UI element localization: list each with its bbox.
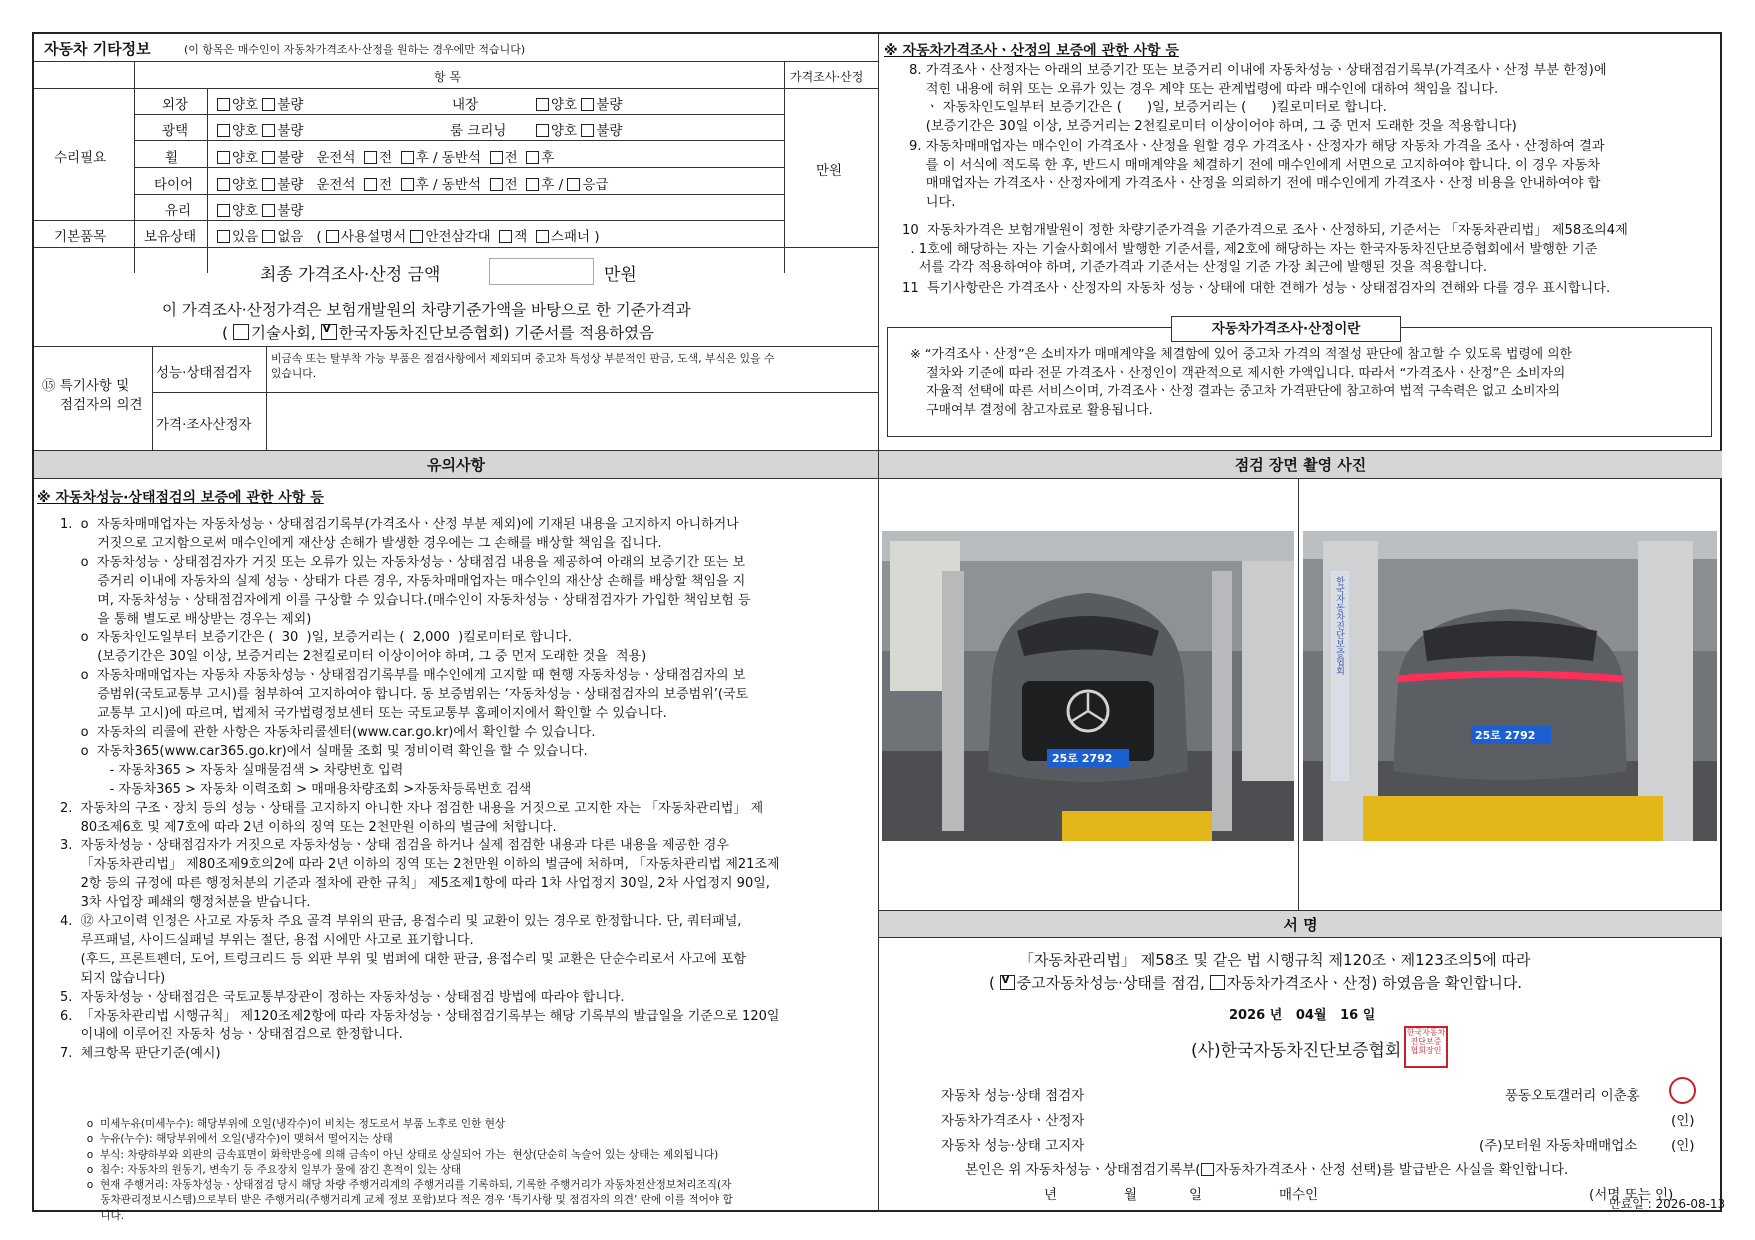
vehicle-info-section bbox=[34, 34, 879, 450]
special-label-1: ⑮ 특기사항 및 bbox=[42, 378, 130, 394]
appraiser-label: 자동차가격조사ㆍ산정자 bbox=[941, 1113, 1085, 1129]
wheel-label: 휠 bbox=[165, 150, 179, 166]
price-unit: 만원 bbox=[816, 163, 843, 179]
photos-band: 점검 장면 촬영 사진 bbox=[879, 451, 1722, 479]
jack-checkbox[interactable] bbox=[499, 230, 512, 243]
exterior-options: 양호 불량 bbox=[217, 93, 303, 113]
front-inspection-photo bbox=[882, 531, 1294, 841]
expiry-date: 만료일 : 2026-08-13 bbox=[1609, 1197, 1726, 1211]
rear-inspection-photo bbox=[1303, 531, 1717, 841]
triangle-checkbox[interactable] bbox=[410, 230, 423, 243]
tire-passenger-rear-checkbox[interactable] bbox=[526, 178, 539, 191]
have-checkbox[interactable] bbox=[217, 230, 230, 243]
special-inspector-text: 비금속 또는 탈부착 가능 부품은 점검사항에서 제외되며 중고차 특성상 부분적인 판금, 도색, 부식은 있을 수 있습니다. bbox=[271, 352, 775, 380]
basis-line1: 이 가격조사·산정가격은 보험개발원의 차량기준가액을 바탕으로 한 기준가격과 bbox=[162, 301, 691, 319]
basis-kaiac-checkbox[interactable] bbox=[321, 324, 337, 340]
exterior-label: 외장 bbox=[162, 97, 189, 113]
owned-status-label: 보유상태 bbox=[144, 229, 197, 245]
signature-band: 서 명 bbox=[879, 910, 1722, 938]
inspector-name: 풍동오토갤러리 이춘홍 bbox=[1505, 1088, 1640, 1104]
appraiser-in-mark: (인) bbox=[1671, 1113, 1695, 1129]
special-label-2: 점검자의 의견 bbox=[60, 397, 143, 413]
glass-options: 양호 불량 bbox=[217, 199, 303, 219]
notice-title: ※ 자동차성능·상태점검의 보증에 관한 사항 등 bbox=[37, 490, 324, 506]
glass-bad-checkbox[interactable] bbox=[262, 204, 275, 217]
association-seal: 한국자동차 진단보증 협회장인 bbox=[1404, 1026, 1448, 1068]
interior-label: 내장 bbox=[452, 97, 479, 113]
price-guarantee-p8: 8. 가격조사ㆍ산정자는 아래의 보증기간 또는 보증거리 이내에 자동차성능ㆍ상태점검기록부(가격조사ㆍ산정 부분 한정)에 적힌 내용에 허위 또는 오류가 있는 경우 계약 또는 관계법령에 따라 매수인에 대하여 책임을 집니다. ㆍ 자동차인도일부터 보증기간은 ( )일, 보증거리는 ( )킬로미터로 합니다. (보증기간은 30일 이상, 보증거리는 2천킬로미터 이상이어야 하며, 그 중 먼저 도래한 것을 적용합니다) bbox=[909, 63, 1607, 135]
gloss-bad-checkbox[interactable] bbox=[262, 124, 275, 137]
law-line: 「자동차관리법」 제58조 및 같은 법 시행규칙 제120조ㆍ제123조의5에 따라 bbox=[1019, 951, 1531, 969]
vehicle-info-note: (이 항목은 매수인이 자동차가격조사·산정을 원하는 경우에만 적습니다) bbox=[184, 43, 526, 56]
exterior-good-checkbox[interactable] bbox=[217, 98, 230, 111]
wheel-passenger-front-checkbox[interactable] bbox=[490, 151, 503, 164]
inspection-form bbox=[32, 32, 1726, 1222]
final-amount-label: 최종 가격조사·산정 금액 bbox=[260, 265, 441, 285]
buyer-year: 년 bbox=[1044, 1187, 1058, 1203]
notifier-in-mark: (인) bbox=[1671, 1138, 1695, 1154]
tire-passenger-front-checkbox[interactable] bbox=[490, 178, 503, 191]
price-guarantee-section bbox=[879, 34, 1722, 450]
basic-items-options: 있음 없음 ( 사용설명서 안전삼각대 잭 스패너 ) bbox=[217, 225, 600, 245]
interior-options: 양호 불량 bbox=[536, 93, 622, 113]
signature-section bbox=[879, 910, 1726, 1212]
glass-label: 유리 bbox=[165, 203, 192, 219]
confirm-price-checkbox[interactable] bbox=[1210, 975, 1225, 990]
basis-tech-checkbox[interactable] bbox=[233, 324, 249, 340]
rear-plate: 25로 2792 bbox=[1475, 729, 1536, 742]
notice-section bbox=[34, 450, 879, 1222]
wheel-good-checkbox[interactable] bbox=[217, 151, 230, 164]
photos-section bbox=[879, 450, 1722, 910]
exterior-bad-checkbox[interactable] bbox=[262, 98, 275, 111]
special-appraiser-label: 가격·조사산정자 bbox=[156, 417, 252, 433]
manual-checkbox[interactable] bbox=[326, 230, 339, 243]
spanner-checkbox[interactable] bbox=[536, 230, 549, 243]
special-inspector-label: 성능·상태점검자 bbox=[156, 365, 252, 381]
none-checkbox[interactable] bbox=[262, 230, 275, 243]
buyer-month: 월 bbox=[1124, 1187, 1138, 1203]
vehicle-info-title: 자동차 기타정보 bbox=[44, 40, 151, 58]
receipt-price-checkbox[interactable] bbox=[1201, 1163, 1214, 1176]
notice-body: 1. o 자동차매매업자는 자동차성능ㆍ상태점검기록부(가격조사ㆍ산정 부분 제외)에 기재된 내용을 고지하지 아니하거나 거짓으로 고지함으로써 매수인에게 재산상 손해가 발생한 경우에는 그 손해를 배상할 책임을 집니다. o 자동차성능ㆍ상태점검자가 거짓 또는 오류가 있는 자동차성능ㆍ상태점검 내용을 제공하여 아래의 보증기간 또는 보 증거리 이내에 자동차의 실제 성능ㆍ상태가 다른 경우, 자동차매매업자는 매수인의 재산상 손해를 배상할 책임을 지 며, 자동차성능ㆍ상태점검자에게 이를 구상할 수 있습니다.(매수인이 자동차성능ㆍ상태점검자가 가입한 책임보험 등 을 통해 별도로 배상받는 경우는 제외) o 자동차인도일부터 보증기간은 ( 30 )일, 보증거리는 ( 2,000 )킬로미터로 합니다. (보증기간은 30일 이상, 보증거리는 2천킬로미터 이상이어야 하며, 그 중 먼저 도래한 것을 적용) o 자동차매매업자는 자동차 자동차성능ㆍ상태점검기록부를 매수인에게 고지할 때 현행 자동차성능ㆍ상태점검자의 보 증범위(국토교통부 고시)를 첨부하여 고지하여야 합니다. 동 보증범위는 ‘자동차성능ㆍ상태점검자의 보증범위’(국토 교통부 고시)에 따르며, 법제처 국가법령정보센터 또는 국토교통부 홈페이지에서 확인할 수 있습니다. o 자동차의 리콜에 관한 사항은 자동차리콜센터(www.car.go.kr)에서 확인할 수 있습니다. o 자동차365(www.car365.go.kr)에서 실매물 조회 및 정비이력 확인을 할 수 있습니다. - 자동차365 > 자동차 실매물검색 > 차량번호 입력 - 자동차365 > 자동차 이력조회 > 매매용차량조회 >자동차등록번호 검색 2. 자동차의 구조ㆍ장치 등의 성능ㆍ상태를 고지하지 아니한 자나 점검한 내용을 거짓으로 고지한 자는 「자동차관리법」 제 80조제6호 및 제7호에 따라 2년 이하의 징역 또는 2천만원 이하의 벌금에 처합니다. 3. 자동차성능ㆍ상태점검자가 거짓으로 자동차성능ㆍ상태 점검을 하거나 실제 점검한 내용과 다른 내용을 제공한 경우 「자동차관리법」 제80조제9호의2에 따라 2년 이하의 징역 또는 2천만원 이하의 벌금에 처하며, 「자동차관리법 제21조제 2항 등의 규정에 따른 행정처분의 기준과 절차에 관한 규칙」 제5조제1항에 따라 1차 사업정지 30일, 2차 사업정지 90일, 3차 사업장 폐쇄의 행정처분을 받습니다. 4. ⑫ 사고이력 인정은 사고로 자동차 주요 골격 부위의 판금, 용접수리 및 교환이 있는 경우로 한정합니다. 단, 쿼터패널, 루프패널, 사이드실패널 부위는 절단, 용접 시에만 사고로 표기합니다. (후드, 프론트펜더, 도어, 트렁크리드 등 외판 부위 및 범퍼에 대한 판금, 용접수리 및 교환은 단순수리로서 사고에 포함 되지 않습니다) 5. 자동차성능ㆍ상태점검은 국토교통부장관이 정하는 자동차성능ㆍ상태점검 방법에 따라야 합니다. 6. 「자동차관리법 시행규칙」 제120조제2항에 따라 자동차성능ㆍ상태점검기록부는 해당 기록부의 발급일을 기준으로 120일 이내에 이루어진 자동차 성능ㆍ상태점검으로 한정합니다. 7. 체크항목 판단기준(예시) bbox=[60, 517, 780, 1062]
final-amount-field[interactable] bbox=[489, 258, 594, 285]
association-name: (사)한국자동차진단보증협회 bbox=[1191, 1041, 1402, 1061]
tire-bad-checkbox[interactable] bbox=[262, 178, 275, 191]
basis-line2: ( 기술사회, v 한국자동차진단보증협회) 기준서를 적용하였음 bbox=[222, 321, 654, 343]
price-definition-title: 자동차가격조사·산정이란 bbox=[1171, 316, 1401, 342]
notifier-name: (주)모터원 자동차매매업소 bbox=[1479, 1138, 1638, 1154]
price-guarantee-title: ※ 자동차가격조사ㆍ산정의 보증에 관한 사항 등 bbox=[884, 43, 1179, 59]
tire-driver-front-checkbox[interactable] bbox=[364, 178, 377, 191]
room-clean-options: 양호 불량 bbox=[536, 119, 622, 139]
room-clean-label: 룸 크리닝 bbox=[450, 123, 507, 139]
price-header: 가격조사·산정 bbox=[790, 70, 864, 84]
basic-items-label: 기본품목 bbox=[54, 229, 107, 245]
gloss-options: 양호 불량 bbox=[217, 119, 303, 139]
item-header: 항 목 bbox=[434, 70, 461, 84]
repair-needed-label: 수리필요 bbox=[54, 150, 107, 166]
buyer-day: 일 bbox=[1189, 1187, 1203, 1203]
notice-criteria: o 미세누유(미세누수): 해당부위에 오일(냉각수)이 비치는 정도로서 부품 노후로 인한 현상 o 누유(누수): 해당부위에서 오일(냉각수)이 맺혀서 떨어지는 상태 o 부식: 차량하부와 외판의 금속표면이 화학반응에 의해 금속이 아닌 상태로 상실되어 가는 현상(단순히 녹슬어 있는 상태는 제외됩니다) o 침수: 자동차의 원동기, 변속기 등 주요장치 일부가 물에 잠긴 흔적이 있는 상태 o 현재 주행거리: 자동차성능ㆍ상태점검 당시 해당 차량 주행거리계의 주행거리를 기록하되, 기록한 주행거리가 자동차전산정보처리조직(자 동차관리정보시스템)으로부터 받은 주행거리(주행거리계 교체 정보 포함)보다 적은 경우 ‘특기사항 및 점검자의 의견’ 란에 이를 적어야 합 니다. bbox=[86, 1118, 733, 1222]
notifier-label: 자동차 성능·상태 고지자 bbox=[941, 1138, 1085, 1154]
final-amount-unit: 만원 bbox=[604, 265, 637, 285]
price-definition-box bbox=[887, 327, 1712, 437]
tire-label: 타이어 bbox=[154, 177, 194, 193]
buyer-label: 매수인 bbox=[1279, 1187, 1319, 1203]
notice-band: 유의사항 bbox=[34, 451, 878, 479]
buyer-sign: (서명 또는 인) bbox=[1589, 1187, 1674, 1203]
front-plate: 25로 2792 bbox=[1052, 752, 1113, 765]
tire-emergency-checkbox[interactable] bbox=[567, 178, 580, 191]
front-car-image bbox=[882, 531, 1294, 841]
price-guarantee-p9: 9. 자동차매매업자는 매수인이 가격조사ㆍ산정을 원할 경우 가격조사ㆍ산정자가 해당 자동차 가격을 조사ㆍ산정하여 결과 를 이 서식에 적도록 한 후, 반드시 매매계약을 체결하기 전에 매수인에게 서면으로 고지하여야 합니다. 이 경우 자동차 매매업자는 가격조사ㆍ산정자에게 가격조사ㆍ산정을 의뢰하기 전에 매수인에게 가격조사ㆍ산정 비용을 안내하여야 합 니다. bbox=[909, 139, 1605, 211]
glass-good-checkbox[interactable] bbox=[217, 204, 230, 217]
tire-driver-rear-checkbox[interactable] bbox=[401, 178, 414, 191]
confirm-line: ( v 중고자동차성능·상태를 점검, 자동차가격조사ㆍ산정) 하였음을 확인합니다. bbox=[989, 972, 1522, 993]
tire-options: 양호 불량 운전석 전 후 / 동반석 전 후 / 응급 bbox=[217, 173, 609, 193]
wheel-passenger-rear-checkbox[interactable] bbox=[526, 151, 539, 164]
wheel-bad-checkbox[interactable] bbox=[262, 151, 275, 164]
gloss-good-checkbox[interactable] bbox=[217, 124, 230, 137]
lift-text: 한국자동차진단보증협회 bbox=[1334, 576, 1344, 675]
room-clean-bad-checkbox[interactable] bbox=[581, 124, 594, 137]
interior-bad-checkbox[interactable] bbox=[581, 98, 594, 111]
price-guarantee-p11: 11 특기사항란은 가격조사ㆍ산정자의 자동차 성능ㆍ상태에 대한 견해가 성능ㆍ상태점검자의 견해와 다를 경우 표시합니다. bbox=[902, 281, 1611, 296]
wheel-options: 양호 불량 운전석 전 후 / 동반석 전 후 bbox=[217, 146, 554, 166]
rear-car-image bbox=[1303, 531, 1717, 841]
receipt-line: 본인은 위 자동차성능ㆍ상태점검기록부( 자동차가격조사ㆍ산정 선택)를 발급받은 사실을 확인합니다. bbox=[965, 1162, 1569, 1178]
inspector-seal bbox=[1669, 1077, 1696, 1104]
inspector-label: 자동차 성능·상태 점검자 bbox=[941, 1088, 1085, 1104]
tire-good-checkbox[interactable] bbox=[217, 178, 230, 191]
room-clean-good-checkbox[interactable] bbox=[536, 124, 549, 137]
price-guarantee-p10: 10 자동차가격은 보험개발원이 정한 차량기준가격을 기준가격으로 조사ㆍ산정하되, 기준서는 「자동차관리법」 제58조의4제 . 1호에 해당하는 자는 기술사회에서 발행한 기준서를, 제2호에 해당하는 자는 한국자동차진단보증협회에서 발행한 기준 서를 각각 적용하여야 하며, 기준가격과 기준서는 산정일 기준 가장 최근에 발행된 것을 적용합니다. bbox=[902, 223, 1628, 276]
interior-good-checkbox[interactable] bbox=[536, 98, 549, 111]
issue-date: 2026 년 04월 16 일 bbox=[1229, 1008, 1376, 1023]
wheel-driver-front-checkbox[interactable] bbox=[364, 151, 377, 164]
price-definition-text: ※ “가격조사ㆍ산정”은 소비자가 매매계약을 체결함에 있어 중고차 가격의 적절성 판단에 참고할 수 있도록 법령에 의한 절차와 기준에 따라 전문 가격조사ㆍ산정인이 객관적으로 제시한 가액입니다. 따라서 “가격조사ㆍ산정”은 소비자의 자율적 선택에 따른 서비스이며, 가격조사ㆍ산정 결과는 중고차 가격판단에 참고하여 법적 구속력은 없고 소비자의 구매여부 결정에 참고자료로 활용됩니다. bbox=[910, 347, 1572, 419]
gloss-label: 광택 bbox=[162, 123, 189, 139]
confirm-performance-checkbox[interactable] bbox=[1000, 975, 1015, 990]
wheel-driver-rear-checkbox[interactable] bbox=[401, 151, 414, 164]
vehicle-info-header bbox=[34, 34, 879, 62]
